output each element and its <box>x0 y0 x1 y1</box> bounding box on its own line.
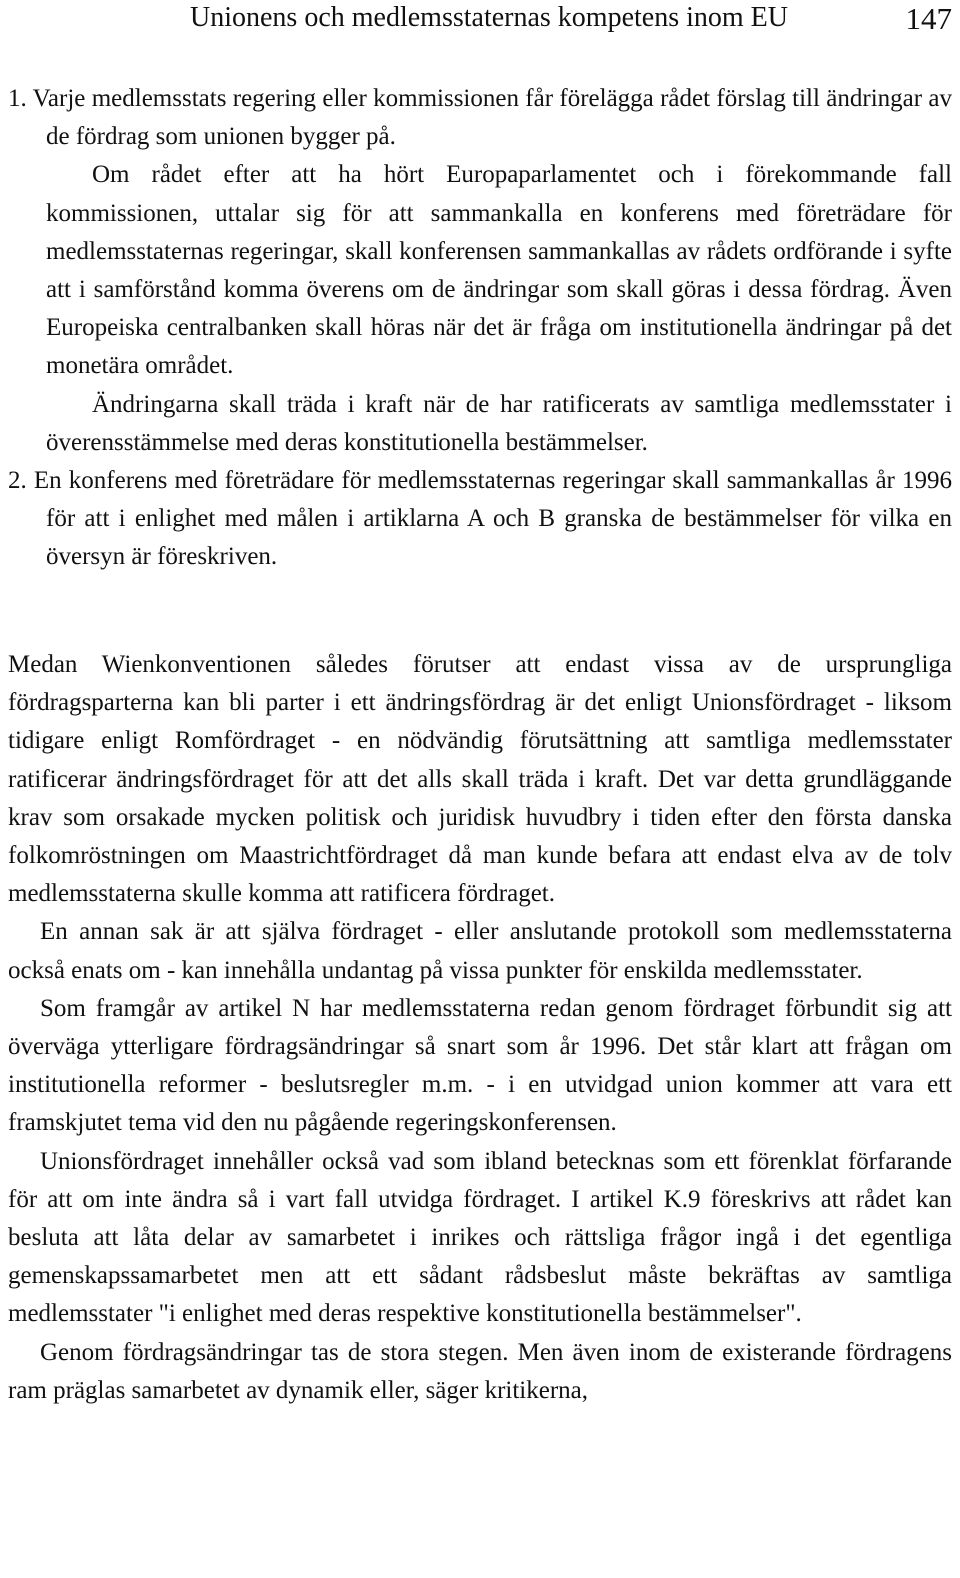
page-number: 147 <box>905 1 952 36</box>
running-head: Unionens och medlemsstaternas kompetens inom EU <box>190 2 788 33</box>
page-header <box>0 0 960 40</box>
quoted-treaty-article <box>8 80 952 577</box>
body-paragraph-2: En annan sak är att själva fördraget - eller anslutande protokoll som medlemsstaterna också enats om - kan innehålla undantag på vissa punkter för enskilda medlemsstater. <box>8 918 952 984</box>
body-paragraph-4: Unionsfördraget innehåller också vad som ibland betecknas som ett förenklat förfarande för att om inte ändra så i vart fall utvidga fördraget. I artikel K.9 föreskrivs att rådet kan besluta att låta delar av samarbetet i inrikes och rättsliga frågor ingå i det egentliga gemenskapssamarbetet men att ett sådant rådsbeslut måste bekräftas av samtliga medlemsstater "i enlighet med deras respektive konstitutionella bestämmelser". <box>8 1147 952 1328</box>
quote-paragraph-4: 2. En konferens med företrädare för medlemsstaternas regeringar skall sammankallas år 1996 för att i enlighet med målen i artiklarna A och B granska de bestämmelser för vilka en översyn är föreskriven. <box>8 467 952 571</box>
quote-paragraph-2: Om rådet efter att ha hört Europaparlamentet och i förekommande fall kommissionen, uttalar sig för att sammankalla en konferens med företrädare för medlemsstaternas regeringar, skall konferensen sammankallas av rådets ordförande i syfte att i samförstånd komma överens om de ändringar som skall göras i dessa fördrag. Även Europeiska centralbanken skall höras när det är fråga om institutionella ändringar på det monetära området. <box>46 161 952 380</box>
quote-paragraph-3: Ändringarna skall träda i kraft när de har ratificerats av samtliga medlemsstater i överensstämmelse med deras konstitutionella bestämmelser. <box>46 390 952 456</box>
quote-paragraph-1: 1. Varje medlemsstats regering eller kommissionen får förelägga rådet förslag till ändringar av de fördrag som unionen bygger på. <box>8 85 952 151</box>
body-paragraph-5: Genom fördragsändringar tas de stora stegen. Men även inom de existerande fördragens ram präglas samarbetet av dynamik eller, säger kritikerna, <box>8 1338 952 1404</box>
body-text <box>8 646 952 1410</box>
body-paragraph-1: Medan Wienkonventionen således förutser att endast vissa av de ursprungliga fördragsparterna kan bli parter i ett ändringsfördrag är det enligt Unionsfördraget - liksom tidigare enligt Romfördraget - en nödvändig förutsättning att samtliga medlemsstater ratificerar ändringsfördraget för att det alls skall träda i kraft. Det var detta grundläggande krav som orsakade mycken politisk och juridisk huvudbry i tiden efter den första danska folkomröstningen om Maastrichtfördraget då man kunde befara att endast elva av de tolv medlemsstaterna skulle komma att ratificera fördraget. <box>8 651 952 908</box>
body-paragraph-3: Som framgår av artikel N har medlemsstaterna redan genom fördraget förbundit sig att överväga ytterligare fördragsändringar så snart som år 1996. Det står klart att frågan om institutionella reformer - beslutsregler m.m. - i en utvidgad union kommer att vara ett framskjutet tema vid den nu pågående regeringskonferensen. <box>8 994 952 1137</box>
